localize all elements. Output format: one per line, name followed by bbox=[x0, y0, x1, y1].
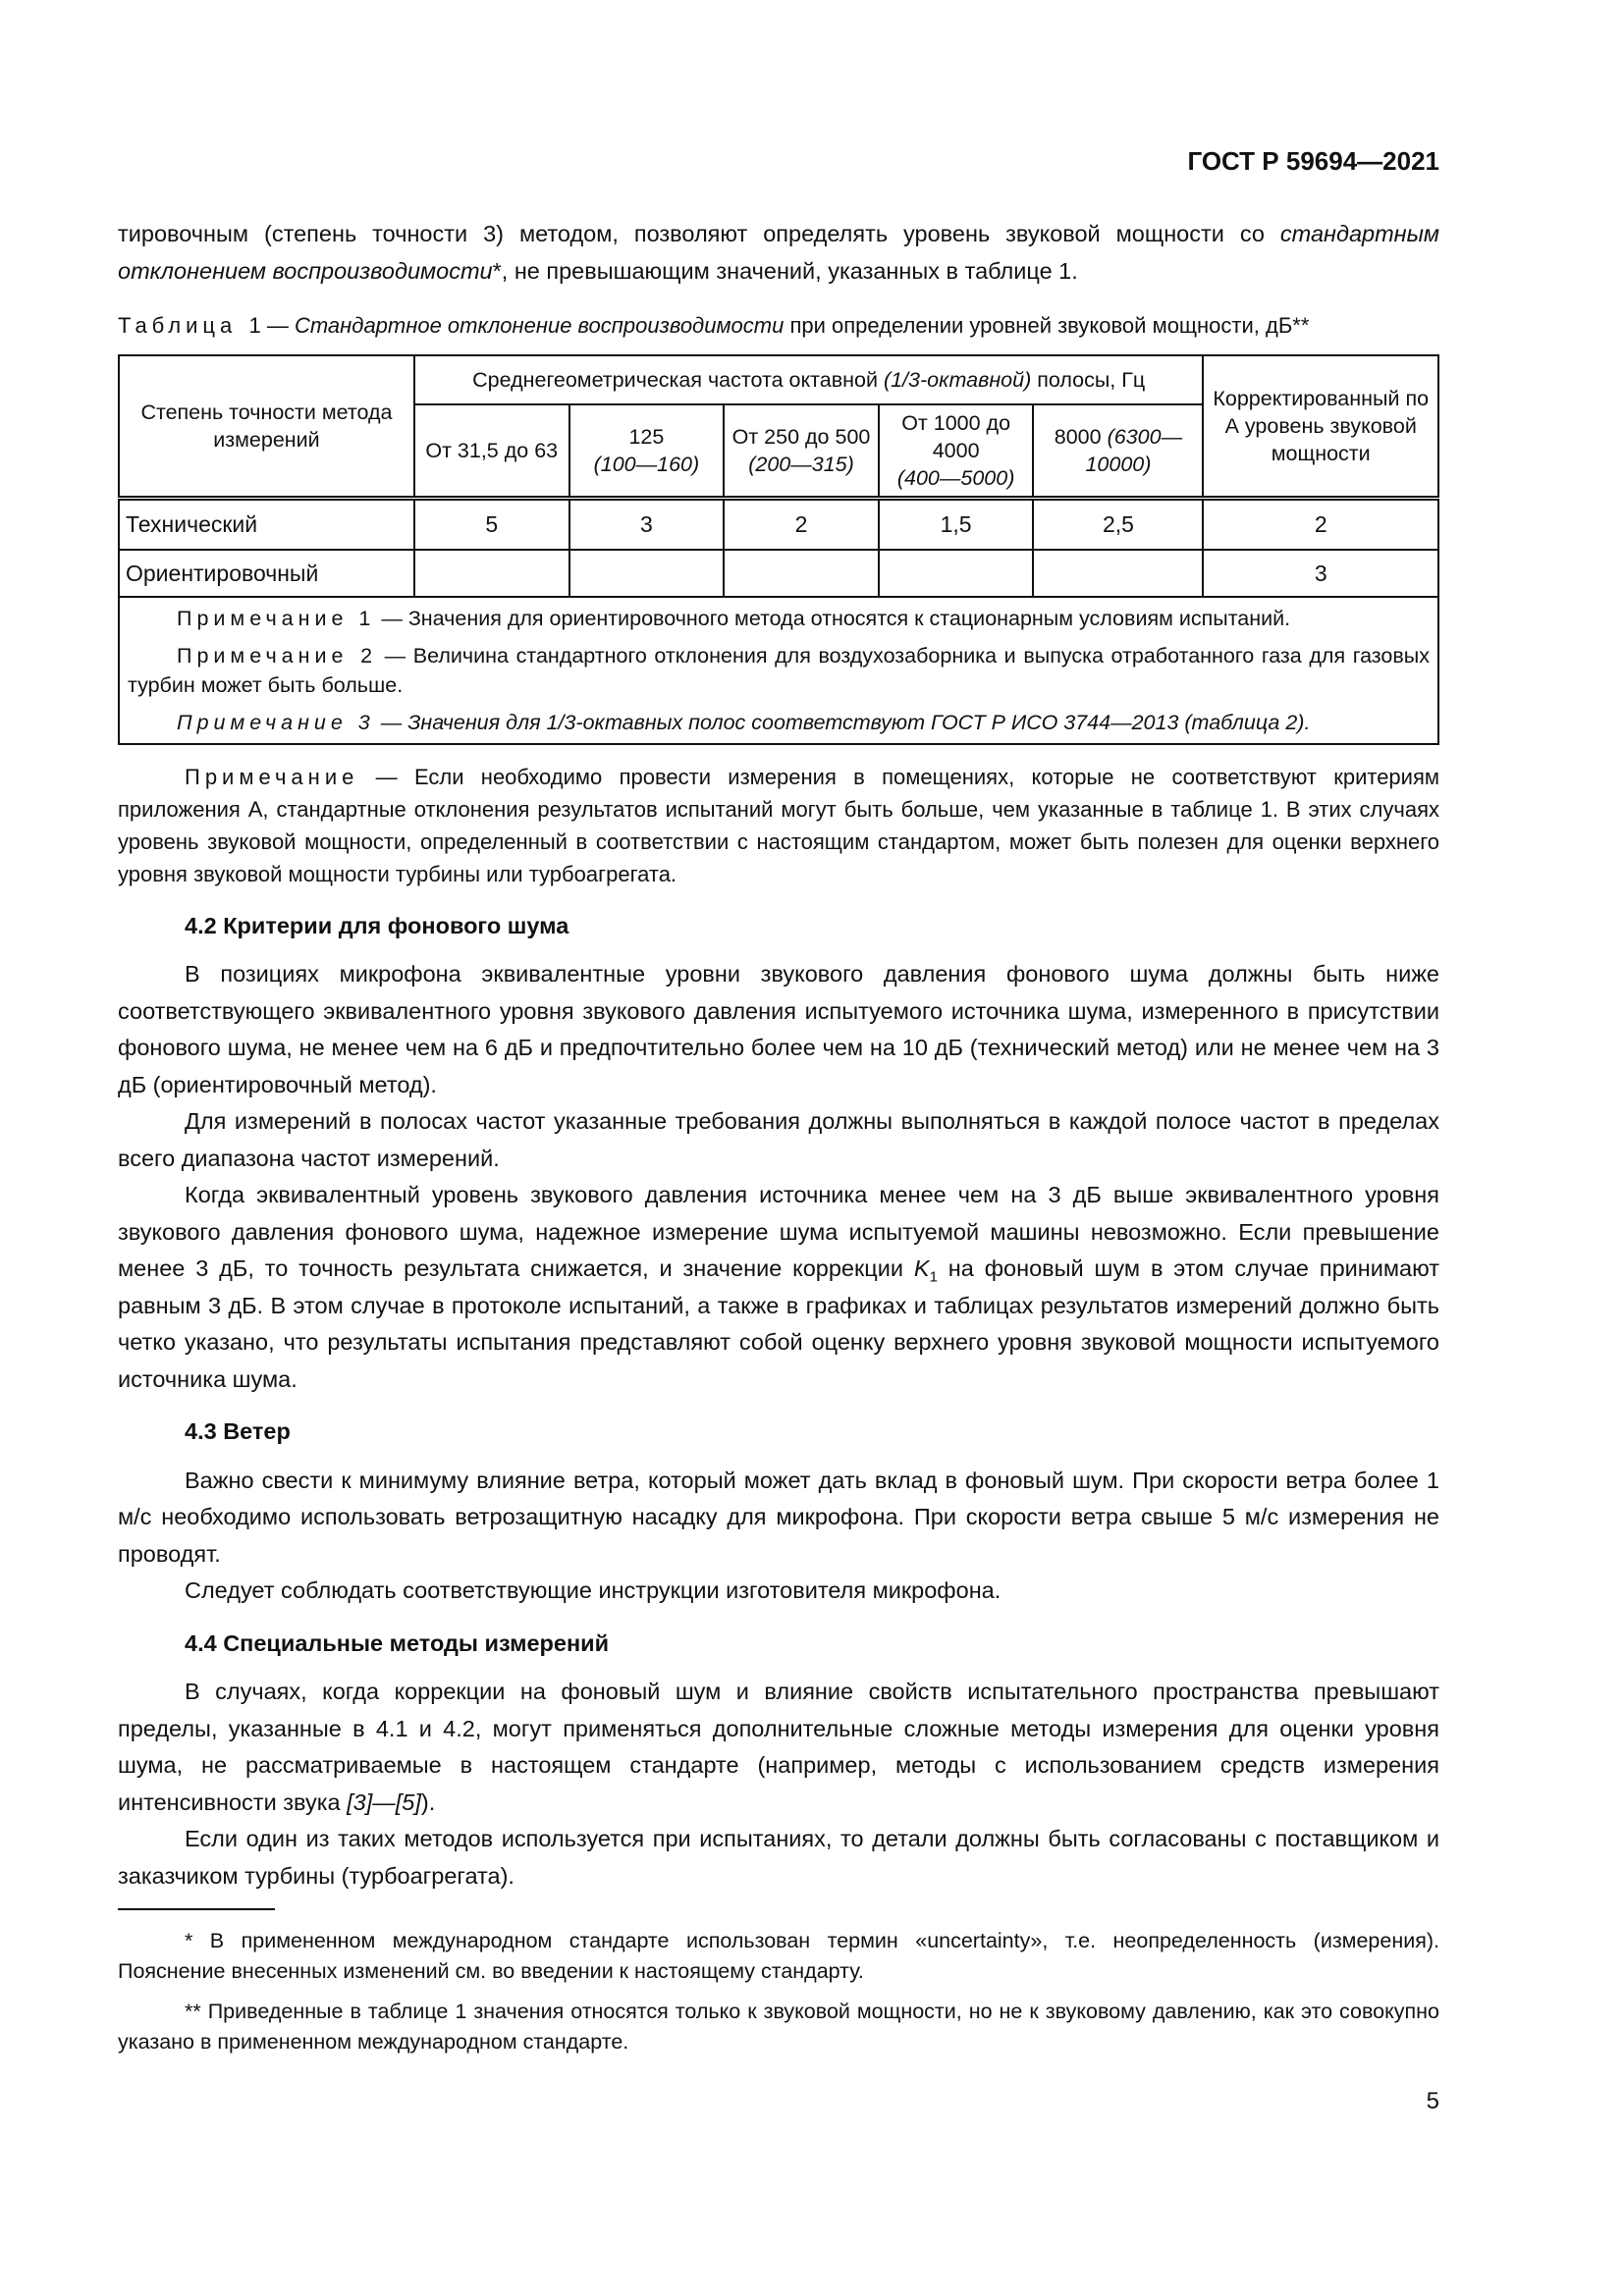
row-label: Ориентировочный bbox=[119, 550, 414, 597]
table-caption bbox=[118, 309, 1439, 343]
paragraph: Если один из таких методов используется при испытаниях, то детали должны быть согласованы с поставщиком и заказчиком турбины (турбоагрегата). bbox=[118, 1826, 1439, 1889]
footnote-divider bbox=[118, 1908, 275, 1910]
footnotes bbox=[118, 1926, 1439, 2057]
table-note: Примечание 3 — Значения для 1/3-октавных полос соответствуют ГОСТ Р ИСО 3744—2013 (таблица 2). bbox=[177, 710, 1311, 734]
caption-title: Стандартное отклонение воспроизводимости bbox=[294, 313, 785, 338]
text: *, не превышающим значений, указанных в таблице 1. bbox=[492, 257, 1078, 284]
paragraph: Следует соблюдать соответствующие инструкции изготовителя микрофона. bbox=[185, 1577, 1001, 1603]
document-header: ГОСТ Р 59694—2021 bbox=[1187, 146, 1439, 176]
caption-number: 1 — bbox=[248, 313, 295, 338]
cell: 1,5 bbox=[879, 499, 1034, 550]
cell: 2 bbox=[1203, 499, 1438, 550]
header-band: 125 (100—160) bbox=[569, 404, 725, 499]
section-4-4 bbox=[118, 1626, 1439, 1896]
paragraph: В случаях, когда коррекции на фоновый шум и влияние свойств испытательного пространства превышают пределы, указанные в 4.1 и 4.2, могут применяться дополнительные сложные методы измерения для оценки уровня шума, не рассматриваемые в настоящем стандарте (например, методы с использованием средств измерения интенсивности звука [3]—[5]). bbox=[118, 1679, 1439, 1815]
header-band: От 1000 до 4000 (400—5000) bbox=[879, 404, 1034, 499]
cell bbox=[569, 550, 725, 597]
cell: 2,5 bbox=[1033, 499, 1203, 550]
text-italic: стандартным отклонением воспроизводимости bbox=[118, 221, 1439, 284]
table-note: Примечание 2 — Величина стандартного отклонения для воздухозаборника и выпуска отработанного газа для газовых турбин может быть больше. bbox=[128, 643, 1430, 697]
cell: 2 bbox=[724, 499, 879, 550]
cell: 3 bbox=[569, 499, 725, 550]
table-notes bbox=[119, 597, 1438, 744]
cell: 5 bbox=[414, 499, 569, 550]
caption-text: при определении уровней звуковой мощности, дБ** bbox=[784, 313, 1310, 338]
paragraph: В позициях микрофона эквивалентные уровни звукового давления фонового шума должны быть ниже соответствующего эквивалентного уровня звукового давления испытуемого источника шума, измеренного в присутствии фонового шума, не менее чем на 6 дБ и предпочтительно более чем на 10 дБ (технический метод) или не менее чем на 3 дБ (ориентировочный метод). bbox=[118, 961, 1439, 1097]
row-label: Технический bbox=[119, 499, 414, 550]
cell bbox=[414, 550, 569, 597]
page-number: 5 bbox=[1426, 2088, 1439, 2114]
header-band: От 31,5 до 63 bbox=[414, 404, 569, 499]
paragraph: Когда эквивалентный уровень звукового давления источника менее чем на 3 дБ выше эквивалентного уровня звукового давления фонового шума, надежное измерение шума испытуемой машины невозможно. Если превышение менее 3 дБ, то точность результата снижается, и значение коррекции $K_1$ на фоновый шум в этом случае принимают равным 3 дБ. В этом случае в протоколе испытаний, а также в графиках и таблицах результатов измерений должно быть четко указано, что результаты испытания представляют собой оценку верхнего уровня звуковой мощности испытуемого источника шума. bbox=[118, 1182, 1439, 1392]
section-4-3 bbox=[118, 1414, 1439, 1610]
table-row bbox=[119, 499, 1438, 550]
cell: 3 bbox=[1203, 550, 1438, 597]
cell bbox=[724, 550, 879, 597]
section-heading: 4.4 Специальные методы измерений bbox=[185, 1629, 610, 1656]
section-4-2 bbox=[118, 908, 1439, 1399]
header-frequency: Среднегеометрическая частота октавной (1/3-октавной) полосы, Гц bbox=[414, 355, 1203, 404]
paragraph: Для измерений в полосах частот указанные требования должны выполняться в каждой полосе частот в пределах всего диапазона частот измерений. bbox=[118, 1108, 1439, 1171]
table-row bbox=[119, 550, 1438, 597]
section-heading: 4.2 Критерии для фонового шума bbox=[185, 912, 569, 938]
cell bbox=[1033, 550, 1203, 597]
table-note: Примечание 1 — Значения для ориентировочного метода относятся к стационарным условиям испытаний. bbox=[177, 606, 1291, 630]
section-heading: 4.3 Ветер bbox=[185, 1418, 291, 1444]
paragraph: Важно свести к минимуму влияние ветра, который может дать вклад в фоновый шум. При скорости ветра более 1 м/с необходимо использовать ветрозащитную насадку для микрофона. При скорости ветра свыше 5 м/с измерения не проводят. bbox=[118, 1467, 1439, 1567]
cell bbox=[879, 550, 1034, 597]
intro-paragraph bbox=[118, 216, 1439, 290]
header-band: 8000 (6300—10000) bbox=[1033, 404, 1203, 499]
header-band: От 250 до 500 (200—315) bbox=[724, 404, 879, 499]
note-paragraph: Примечание — Если необходимо провести измерения в помещениях, которые не соответствуют критериям приложения А, стандартные отклонения результатов испытаний могут быть больше, чем указанные в таблице 1. В этих случаях уровень звуковой мощности, определенный в соответствии с настоящим стандартом, может быть полезен для оценки верхнего уровня звуковой мощности турбины или турбоагрегата. bbox=[118, 764, 1439, 886]
text: тировочным (степень точности 3) методом, позволяют определять уровень звуковой мощности со bbox=[118, 221, 1280, 246]
header-corrected-a: Корректированный по А уровень звуковой мощности bbox=[1203, 355, 1438, 499]
header-method: Степень точности метода измерений bbox=[119, 355, 414, 499]
footnote: ** Приведенные в таблице 1 значения относятся только к звуковой мощности, но не к звуковому давлению, как это совокупно указано в примененном международном стандарте. bbox=[118, 2000, 1439, 2054]
table-1 bbox=[118, 354, 1439, 745]
footnote: * В примененном международном стандарте использован термин «uncertainty», т.е. неопределенность (измерения). Пояснение внесенных изменений см. во введении к настоящему стандарту. bbox=[118, 1929, 1439, 1983]
caption-label: Таблица bbox=[118, 313, 238, 338]
